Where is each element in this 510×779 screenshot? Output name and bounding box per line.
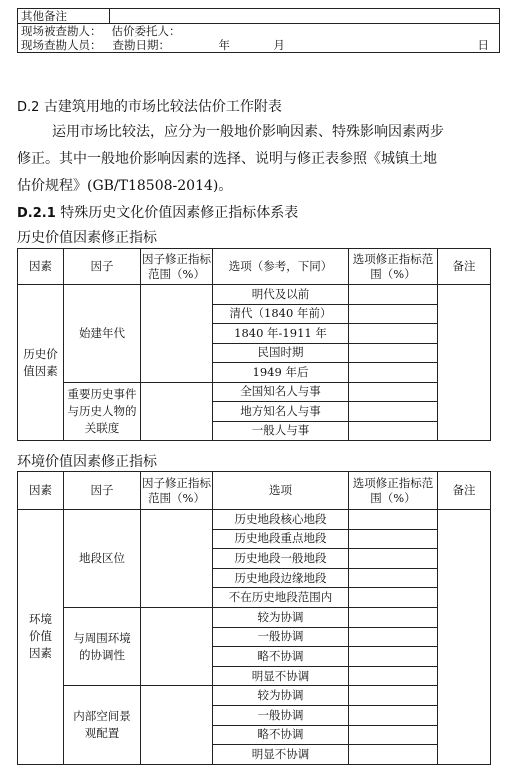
- section-heading-d2: D.2 古建筑用地的市场比较法估价工作附表: [17, 99, 282, 115]
- table-row: [18, 686, 491, 706]
- survey-date-label: 查勘日期：: [110, 38, 216, 53]
- header-notes: 备注: [438, 249, 491, 285]
- option-cell: 1840 年-1911 年: [213, 324, 349, 344]
- header-factor: 因素: [18, 472, 64, 510]
- header-factor: 因素: [18, 249, 64, 285]
- table-header-row: [18, 249, 491, 285]
- subfactor-cell: 与周围环境的协调性: [64, 607, 141, 685]
- option-cell: 清代（1840 年前）: [213, 304, 349, 324]
- table-row: [18, 607, 491, 627]
- table1-caption: 历史价值因素修正指标: [17, 230, 157, 246]
- header-notes: 备注: [438, 472, 491, 510]
- option-cell: 略不协调: [213, 725, 349, 745]
- environment-value-table: [17, 471, 491, 765]
- paragraph-line-1: 运用市场比较法，应分为一般地价影响因素、特殊影响因素两步: [52, 124, 444, 140]
- paragraph-line-3: 估价规程》(GB/T18508-2014)。: [17, 178, 233, 194]
- header-options: 选项: [213, 472, 349, 510]
- option-cell: 不在历史地段范围内: [213, 588, 349, 608]
- table-header-row: [18, 472, 491, 510]
- option-cell: 民国时期: [213, 343, 349, 363]
- option-cell: 明显不协调: [213, 745, 349, 765]
- table-row: [18, 510, 491, 530]
- option-cell: 较为协调: [213, 607, 349, 627]
- option-cell: 略不协调: [213, 647, 349, 667]
- option-cell: 历史地段边缘地段: [213, 568, 349, 588]
- factor-group-cell: 环境价值因素: [18, 510, 64, 765]
- remark-value: [110, 9, 500, 24]
- table-row: [18, 285, 491, 305]
- header-option-range: 选项修正指标范围（%）: [349, 472, 438, 510]
- client-label: 估价委托人：: [110, 24, 500, 39]
- table-row: [18, 382, 491, 402]
- option-cell: 明显不协调: [213, 666, 349, 686]
- header-subfactor: 因子: [64, 472, 141, 510]
- option-cell: 历史地段核心地段: [213, 510, 349, 530]
- header-factor-range: 因子修正指标范围（%）: [141, 249, 213, 285]
- subfactor-cell: 重要历史事件与历史人物的关联度: [64, 382, 141, 441]
- option-cell: 一般协调: [213, 627, 349, 647]
- paragraph-line-2: 修正。其中一般地价影响因素的选择、说明与修正表参照《城镇土地: [17, 151, 437, 167]
- section-heading-d21: D.2.1 特殊历史文化价值因素修正指标体系表: [17, 205, 299, 221]
- option-cell: 较为协调: [213, 686, 349, 706]
- factor-group-cell: 历史价值因素: [18, 285, 64, 441]
- header-factor-range: 因子修正指标范围（%）: [141, 472, 213, 510]
- option-cell: 1949 年后: [213, 363, 349, 383]
- surveyed-person-label: 现场被查勘人：: [18, 24, 110, 39]
- subfactor-cell: 内部空间景观配置: [64, 686, 141, 764]
- header-subfactor: 因子: [64, 249, 141, 285]
- option-cell: 一般协调: [213, 705, 349, 725]
- option-cell: 全国知名人与事: [213, 382, 349, 402]
- remark-label: 其他备注: [18, 9, 110, 24]
- option-cell: 明代及以前: [213, 285, 349, 305]
- option-cell: 历史地段重点地段: [213, 529, 349, 549]
- history-value-table: [17, 248, 491, 441]
- header-option-range: 选项修正指标范围（%）: [349, 249, 438, 285]
- day-label: 日: [312, 38, 500, 53]
- subfactor-cell: 地段区位: [64, 510, 141, 608]
- table2-caption: 环境价值因素修正指标: [17, 454, 157, 470]
- option-cell: 一般人与事: [213, 421, 349, 441]
- year-label: 年: [218, 38, 230, 52]
- option-cell: 历史地段一般地段: [213, 549, 349, 569]
- survey-form: [17, 8, 500, 53]
- header-options: 选项（参考，下同）: [213, 249, 349, 285]
- option-cell: 地方知名人与事: [213, 402, 349, 422]
- subfactor-cell: 始建年代: [64, 285, 141, 383]
- surveyor-label: 现场查勘人员：: [18, 38, 110, 53]
- month-label: 月: [273, 38, 285, 52]
